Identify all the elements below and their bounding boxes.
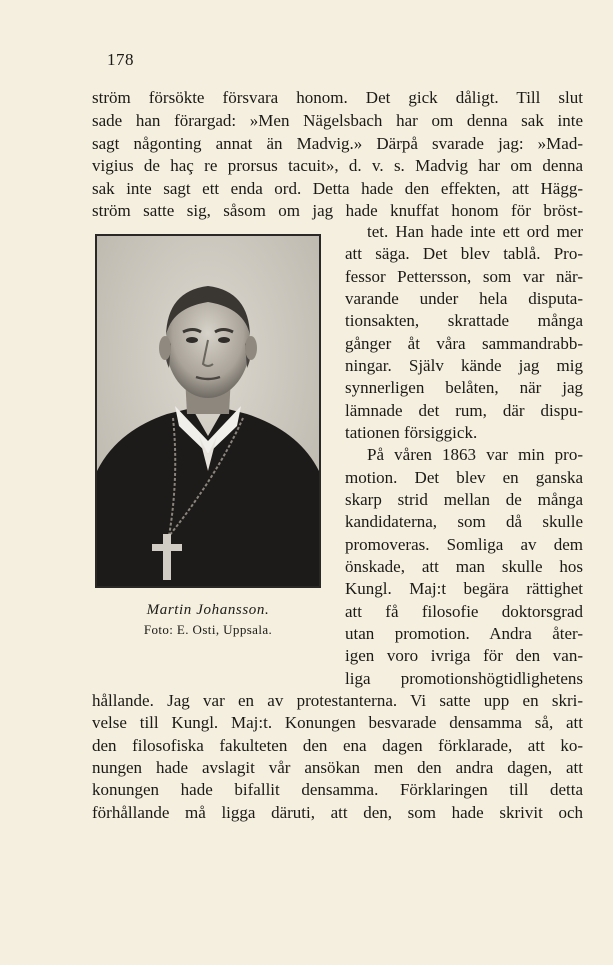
text-line: nungen hade avslagit vår ansökan men den andra dagen, att [92,758,583,777]
text-line: liga promotionshögtidlighetens [345,669,583,688]
text-line: önskade, att man skulle hos [345,557,583,576]
text-line: fessor Pettersson, som var när- [345,267,583,286]
text-line: Kungl. Maj:t begära rättighet [345,579,583,598]
text-line: skarp strid mellan de många [345,490,583,509]
text-line: vigius de haç re prorsus tacuit», d. v. s. Madvig har om denna [92,156,583,175]
text-line: motion. Det blev en ganska [345,468,583,487]
photo-credit: Foto: E. Osti, Uppsala. [143,622,273,637]
text-line: kandidaterna, som då skulle [345,512,583,531]
text-line: lämnade det rum, där dispu- [345,401,583,420]
text-line: ström försökte försvara honom. Det gick dåligt. Till slut [92,88,583,107]
page-number: 178 [107,50,134,69]
text-line: tionsakten, skrattade många [345,311,583,330]
text-line: att få filosofie doktorsgrad [345,602,583,621]
text-line: gånger åt våra sammandrabb- [345,334,583,353]
text-line: ström satte sig, såsom om jag hade knuffat honom för bröst- [92,201,583,220]
text-line: velse till Kungl. Maj:t. Konungen besvarade densamma så, att [92,713,583,732]
text-line: sagt någonting annat än Madvig.» Därpå svarade jag: »Mad- [92,134,583,153]
text-line: att säga. Det blev tablå. Pro- [345,244,583,263]
text-line: utan promotion. Andra åter- [345,624,583,643]
text-line: tet. Han hade inte ett ord mer [367,222,583,241]
text-line: ningar. Själv kände jag mig [345,356,583,375]
portrait-photo [95,234,321,588]
text-line: den filosofiska fakulteten den ena dagen förklarade, att ko- [92,736,583,755]
text-line: sak inte sagt ett enda ord. Detta hade den effekten, att Hägg- [92,179,583,198]
text-line: synnerligen belåten, när jag [345,378,583,397]
text-line: konungen hade bifallit densamma. Förklaringen till detta [92,780,583,799]
text-line: igen voro ivriga för den van- [345,646,583,665]
text-line: förhållande må ligga däruti, att den, som hade skrivit och [92,803,583,822]
text-line: varande under hela disputa- [345,289,583,308]
portrait-illustration [97,236,319,586]
figure-caption: Martin Johansson. [146,602,270,618]
text-line: tationen försiggick. [345,423,478,442]
text-line: hållande. Jag var en av protestanterna. Vi satte upp en skri- [92,691,583,710]
text-line: sade han förargad: »Men Nägelsbach har om denna sak inte [92,111,583,130]
text-line: promoveras. Somliga av dem [345,535,583,554]
text-line: På våren 1863 var min pro- [367,445,583,464]
